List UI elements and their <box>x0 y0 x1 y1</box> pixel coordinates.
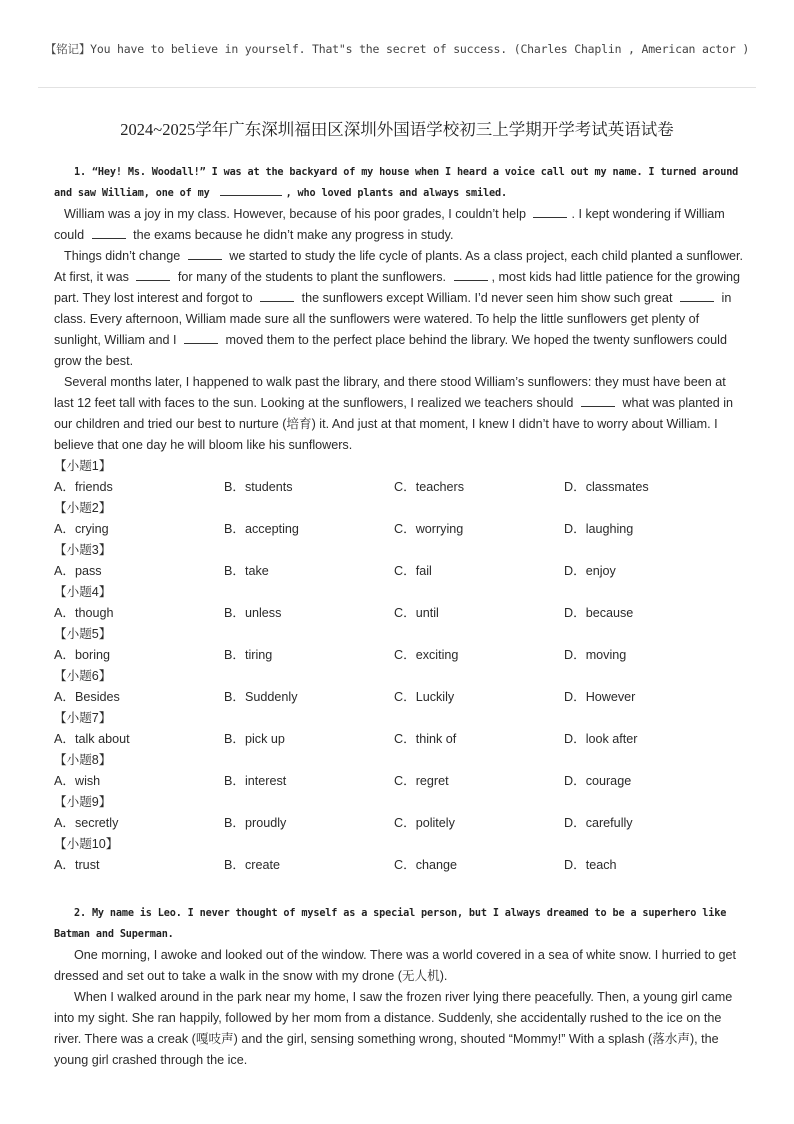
option-c[interactable]: C．regret <box>394 774 449 788</box>
option-a[interactable]: A．though <box>54 606 114 620</box>
option-row <box>54 603 744 624</box>
passage-text: , most kids had little patience for the growing part. They lost interest and forgot to <box>54 270 741 305</box>
option-row <box>54 729 744 750</box>
subquestion-label: 【小题6】 <box>54 669 112 683</box>
option-b[interactable]: B．create <box>224 858 280 872</box>
subquestion-label: 【小题2】 <box>54 501 112 515</box>
passage-text: Things didn’t change <box>64 249 184 263</box>
blank <box>136 270 170 281</box>
option-b[interactable]: B．unless <box>224 606 282 620</box>
option-d[interactable]: D．laughing <box>564 522 634 536</box>
page-title: 2024~2025学年广东深圳福田区深圳外国语学校初三上学期开学考试英语试卷 <box>120 120 674 139</box>
option-c[interactable]: C．fail <box>394 564 432 578</box>
blank <box>184 333 218 344</box>
passage-text: what was planted in our children and tried our best to nurture (培育) it. And just at that moment, I knew I didn’t have to worry about William. I believe that one day he will bloom like his sunflowers. <box>54 396 734 452</box>
subquestion-label: 【小题7】 <box>54 711 112 725</box>
subquestion-label: 【小题3】 <box>54 543 112 557</box>
passage-paragraph <box>54 204 744 246</box>
passage-paragraph: One morning, I awoke and looked out of the window. There was a world covered in a sea of white snow. I hurried to get dressed and set out to take a walk in the snow with my drone (无人机). <box>54 948 737 983</box>
subquestion <box>54 540 744 582</box>
subquestion <box>54 750 744 792</box>
spacer <box>54 876 744 903</box>
option-a[interactable]: A．talk about <box>54 732 130 746</box>
option-d[interactable]: D．teach <box>564 858 617 872</box>
subquestion-label: 【小题4】 <box>54 585 112 599</box>
question-1-stem <box>54 162 744 204</box>
option-row <box>54 519 744 540</box>
question-2-stem: 2. My name is Leo. I never thought of myself as a special person, but I always dreamed to be a superhero like Batman and Superman. <box>54 908 727 940</box>
option-c[interactable]: C．teachers <box>394 480 464 494</box>
subquestion <box>54 456 744 498</box>
exam-content <box>54 162 744 1071</box>
option-b[interactable]: B．Suddenly <box>224 690 298 704</box>
blank <box>581 396 615 407</box>
passage-text: we started to study the life cycle of plants. As a class project, each child planted a sunflower. At first, it was <box>54 249 744 284</box>
subquestion <box>54 582 744 624</box>
option-row <box>54 477 744 498</box>
option-row <box>54 855 744 876</box>
passage-text: . I kept wondering if William could <box>54 207 725 242</box>
option-a[interactable]: A．trust <box>54 858 100 872</box>
passage-text: the exams because he didn’t make any progress in study. <box>129 228 454 242</box>
passage-paragraph <box>54 372 744 456</box>
subquestion <box>54 834 744 876</box>
option-row <box>54 645 744 666</box>
option-a[interactable]: A．secretly <box>54 816 119 830</box>
option-row <box>54 687 744 708</box>
option-b[interactable]: B．take <box>224 564 269 578</box>
blank <box>92 228 126 239</box>
option-a[interactable]: A．crying <box>54 522 109 536</box>
blank <box>533 207 567 218</box>
passage-text: in class. Every afternoon, William made sure all the sunflowers were watered. To help the little sunflowers get plenty of sunlight, William and I <box>54 291 732 347</box>
option-b[interactable]: B．accepting <box>224 522 299 536</box>
option-c[interactable]: C．think of <box>394 732 457 746</box>
option-d[interactable]: D．classmates <box>564 480 649 494</box>
option-b[interactable]: B．pick up <box>224 732 285 746</box>
blank <box>188 249 222 260</box>
subquestion <box>54 708 744 750</box>
subquestion-list <box>54 456 744 876</box>
option-c[interactable]: C．exciting <box>394 648 459 662</box>
passage-text: for many of the students to plant the sunflowers. <box>174 270 450 284</box>
header-divider <box>38 87 756 88</box>
option-d[interactable]: D．courage <box>564 774 632 788</box>
passage-text: William was a joy in my class. However, because of his poor grades, I couldn’t help <box>64 207 530 221</box>
option-c[interactable]: C．Luckily <box>394 690 455 704</box>
subquestion <box>54 498 744 540</box>
option-d[interactable]: D．because <box>564 606 634 620</box>
subquestion-label: 【小题9】 <box>54 795 112 809</box>
option-a[interactable]: A．Besides <box>54 690 120 704</box>
subquestion-label: 【小题10】 <box>54 837 119 851</box>
stem-text: , who loved plants and always smiled. <box>285 188 507 199</box>
option-b[interactable]: B．proudly <box>224 816 287 830</box>
passage-paragraph <box>54 246 744 372</box>
option-a[interactable]: A．friends <box>54 480 113 494</box>
option-c[interactable]: C．change <box>394 858 458 872</box>
option-row <box>54 813 744 834</box>
option-c[interactable]: C．until <box>394 606 439 620</box>
option-b[interactable]: B．students <box>224 480 293 494</box>
blank <box>454 270 488 281</box>
passage-text: moved them to the perfect place behind the library. We hoped the twenty sunflowers could grow the best. <box>54 333 727 368</box>
blank <box>260 291 294 302</box>
passage-text: Several months later, I happened to walk past the library, and there stood William’s sunflowers: they must have been at last 12 feet tall with faces to the sun. Looking at the sunflowers, I realized we teachers should <box>54 375 726 410</box>
option-b[interactable]: B．interest <box>224 774 287 788</box>
option-row <box>54 771 744 792</box>
option-d[interactable]: D．carefully <box>564 816 633 830</box>
blank <box>220 185 282 196</box>
subquestion <box>54 624 744 666</box>
blank <box>680 291 714 302</box>
option-d[interactable]: D．enjoy <box>564 564 616 578</box>
subquestion <box>54 666 744 708</box>
option-d[interactable]: D．look after <box>564 732 638 746</box>
passage-paragraph: When I walked around in the park near my home, I saw the frozen river lying there peacefully. Then, a young girl came into my sight. She ran happily, followed by her mom from a distance. Suddenly, she accidentally rushed to the ice on the river. There was a creak (嘎吱声) and the girl, sensing something wrong, shouted “Mommy!” With a splash (落水声), the young girl crashed through the ice. <box>54 990 733 1067</box>
subquestion-label: 【小题8】 <box>54 753 112 767</box>
motto-header: 【铭记】You have to believe in yourself. That"s the secret of success. (Charles Chaplin , American actor ) <box>44 42 750 56</box>
option-c[interactable]: C．politely <box>394 816 455 830</box>
subquestion-label: 【小题5】 <box>54 627 112 641</box>
option-b[interactable]: B．tiring <box>224 648 273 662</box>
stem-text: 1. “Hey! Ms. Woodall!” I was at the backyard of my house when I heard a voice call out my name. I turned around and saw William, one of my <box>54 167 739 199</box>
option-d[interactable]: D．However <box>564 690 636 704</box>
option-a[interactable]: A．wish <box>54 774 101 788</box>
option-d[interactable]: D．moving <box>564 648 627 662</box>
option-c[interactable]: C．worrying <box>394 522 464 536</box>
option-a[interactable]: A．pass <box>54 564 102 578</box>
option-row <box>54 561 744 582</box>
passage-text: the sunflowers except William. I’d never seen him show such great <box>298 291 677 305</box>
option-a[interactable]: A．boring <box>54 648 111 662</box>
subquestion <box>54 792 744 834</box>
subquestion-label: 【小题1】 <box>54 459 112 473</box>
